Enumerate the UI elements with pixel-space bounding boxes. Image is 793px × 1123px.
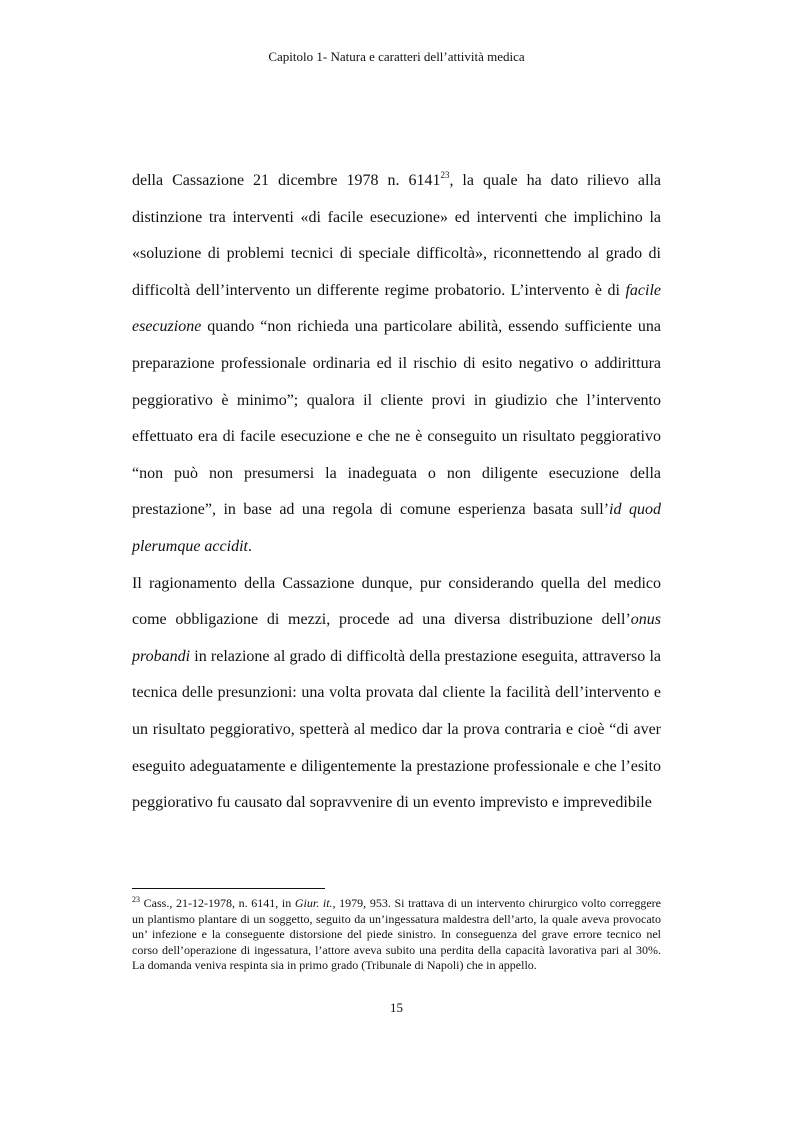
footnote-23 <box>132 896 661 974</box>
running-header: Capitolo 1- Natura e caratteri dell’attività medica <box>268 49 525 64</box>
paragraph-1-text-4: . <box>247 537 252 555</box>
page-number: 15 <box>390 1000 403 1015</box>
body-text <box>132 163 661 822</box>
footnote-journal-title: Giur. it., <box>294 896 336 910</box>
paragraph-2-text-2: in relazione al grado di difficoltà della prestazione eseguita, attraverso la tecnica delle presunzioni: una volta provata dal cliente la facilità dell’intervento e un risultato peggiorativo, spetterà al medico dar la prova contraria e cioè “di aver eseguito adeguatamente e diligentemente la prestazione professionale e che l’esito peggiorativo fu causato dal sopravvenire di un evento imprevisto e imprevedibile <box>132 647 661 812</box>
paragraph-1-text-3: quando “non richieda una particolare abilità, essendo sufficiente una preparazione professionale ordinaria ed il rischio di esito negativo o addirittura peggiorativo è minimo”; qualora il cliente provi in giudizio che l’intervento effettuato era di facile esecuzione e che ne è conseguito un risultato peggiorativo “non può non presumersi la inadeguata o non diligente esecuzione della prestazione”, in base ad una regola di comune esperienza basata sull’ <box>132 318 661 519</box>
footnote-separator <box>132 888 325 889</box>
italic-facile-esecuzione: facile esecuzione <box>132 281 661 336</box>
italic-id-quod-plerumque-accidit: id quod plerumque accidit <box>132 501 661 555</box>
italic-onus-probandi: onus probandi <box>132 611 661 665</box>
footnote-number: 23 <box>132 895 140 904</box>
footnote-text-2: 1979, 953. Si trattava di un intervento chirurgico volto correggere un plantismo plantare di un soggetto, seguito da un’ingessatura maldestra dell’arto, la quale aveva provocato un’ infezione e la conseguente distorsione del piede sinistro. In conseguenza del grave errore tecnico nel corso dell’operazione di ingessatura, l’attore aveva subito una perdita della capacità lavorativa pari al 30%. La domanda veniva respinta sia in primo grado (Tribunale di Napoli) che in appello. <box>132 896 661 973</box>
paragraph-2 <box>132 566 661 822</box>
paragraph-1-text-1: della Cassazione 21 dicembre 1978 n. 6141 <box>132 172 441 189</box>
footnote-reference-23[interactable]: 23 <box>440 170 450 180</box>
footnote-text-1: Cass., 21-12-1978, n. 6141, in <box>140 896 295 910</box>
paragraph-1 <box>132 163 661 566</box>
paragraph-1-text-2: , la quale ha dato rilievo alla distinzione tra interventi «di facile esecuzione» ed interventi che implichino la «soluzione di problemi tecnici di speciale difficoltà», riconnettendo al grado di difficoltà dell’intervento un differente regime probatorio. L’intervento è di <box>132 172 662 299</box>
paragraph-2-text-1: Il ragionamento della Cassazione dunque, pur considerando quella del medico come obbligazione di mezzi, procede ad una diversa distribuzione dell’ <box>132 574 661 629</box>
